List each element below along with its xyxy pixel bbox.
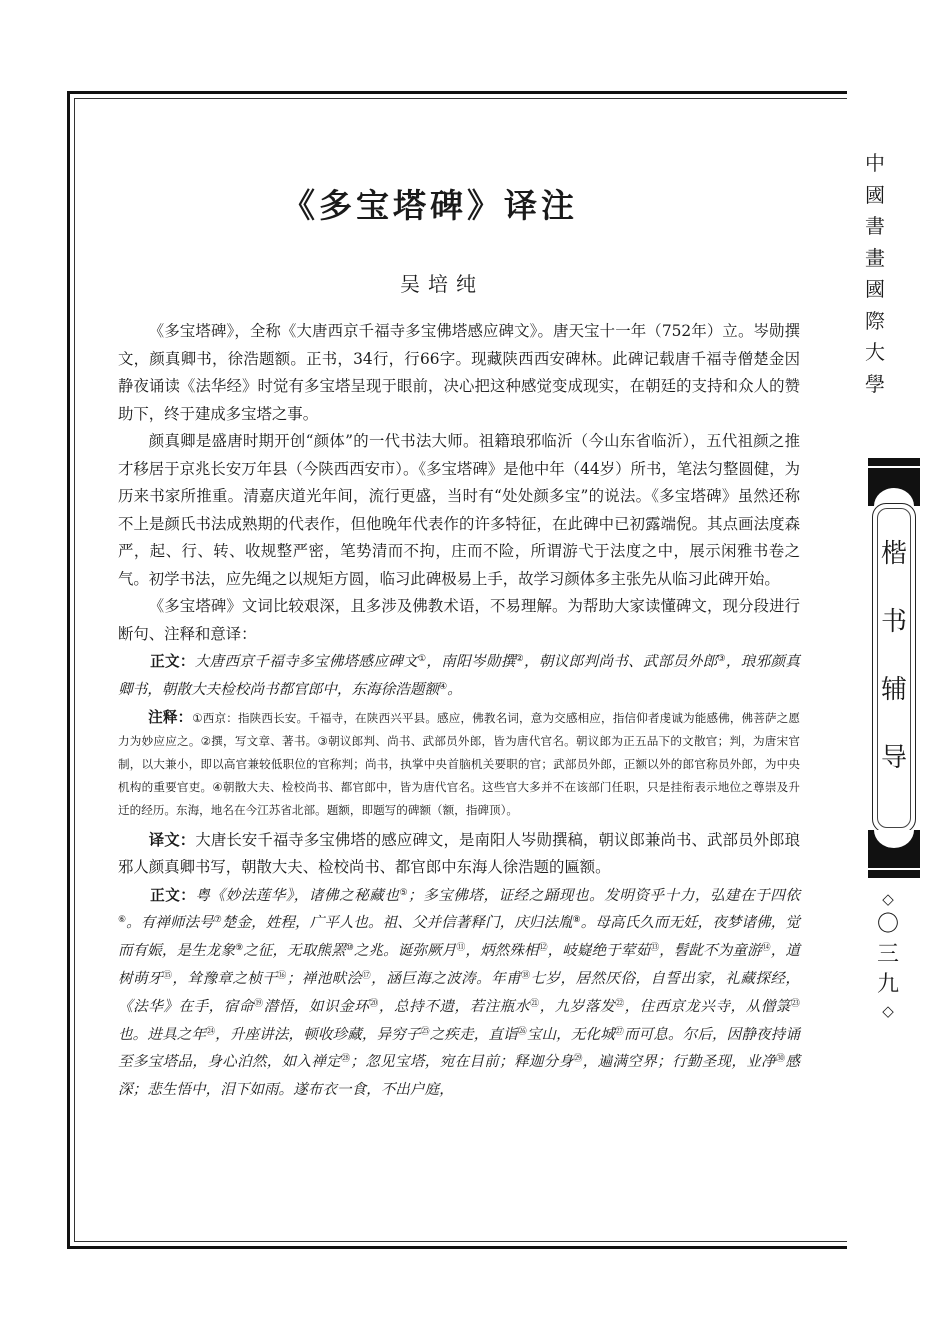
text-segment: 。 <box>447 680 462 698</box>
section-label <box>872 520 916 792</box>
text-segment: ，琅邪颜真卿书，朝散大夫检校尚书都官郎中，东海徐浩题额 <box>118 653 800 698</box>
footnote-marker: ㉗ <box>614 1026 624 1037</box>
section-label-char: 辅 <box>880 675 907 705</box>
footnote-marker: ㉖ <box>517 1026 527 1037</box>
footnote-marker: ⑨ <box>235 943 244 954</box>
text-segment: ；禅池畎浍 <box>286 970 362 987</box>
text-segment: ，朝议郎判尚书、武部员外郎 <box>524 653 718 670</box>
footnote-marker: ㉓ <box>790 998 800 1009</box>
series-title-char: 畫 <box>865 245 885 270</box>
page-number <box>868 888 908 1022</box>
original-text-2 <box>118 882 800 1104</box>
text-segment: 七岁，居然厌俗，自誓出家，礼藏探经，《法华》在手，宿命 <box>118 970 800 1015</box>
footnote-marker: ⑩ <box>345 943 354 954</box>
footnote-marker: ㉑ <box>530 998 540 1009</box>
text-segment: ，涵巨海之波涛。年甫 <box>371 970 522 987</box>
text-segment: 大唐西京千福寺多宝佛塔感应碑文 <box>194 653 418 670</box>
footnote-marker: ④ <box>439 681 448 692</box>
text-segment: ，岐嶷绝于荤茹 <box>547 942 651 960</box>
text-segment: ，住西京龙兴寺，从僧箓 <box>624 997 791 1015</box>
notes-body: ①西京：指陕西长安。千福寺，在陕西兴平县。感应，佛教名词，意为交感相应，指信仰者虔诚为能感佛，佛菩萨之愿力为妙应应之。②撰，写文章、著书。③朝议郎判、尚书、武部员外郎，皆为唐代官名。朝议郎为正五品下的文散官；判，为唐宋官制，以大兼小，即以高官兼较低职位的官称判；尚书，执掌中央首脑机关要职的官；武部员外郎，正额以外的郎官称员外郎，为中央机构的重要官吏。④朝散大夫、检校尚书、都官郎中，皆为唐代官名。这些官大多并不在该部门任职，只是挂衔表示地位之尊崇及升迁的经历。东海，地名在今江苏省北部。题额，即题写的碑额（额，指碑顶）。 <box>118 710 800 818</box>
footnote-marker: ⑬ <box>650 943 660 954</box>
series-title-char: 國 <box>865 182 885 207</box>
article-body <box>118 318 800 1104</box>
text-segment: 潜悟，如识金环 <box>263 997 370 1015</box>
series-title-char: 書 <box>865 214 885 238</box>
footnote-marker: ⑧ <box>572 915 581 926</box>
label-text: 正文： <box>150 886 196 904</box>
page-number-char: 九 <box>876 972 899 997</box>
intro-paragraph: 颜真卿是盛唐时期开创“颜体”的一代书法大师。祖籍琅邪临沂（今山东省临沂），五代祖颜之推才移居于京兆长安万年县（今陕西西安市）。《多宝塔碑》是他中年（44岁）所书，笔法匀整圆健，为历来书家所推重。清嘉庆道光年间，流行更盛，当时有“处处颜多宝”的说法。《多宝塔碑》虽然还称不上是颜氏书法成熟期的代表作，但他晚年代表作的许多特征，在此碑中已初露端倪。其点画法度森严，起、行、转、收规整严密，笔势清而不拘，庄而不险，所谓游弋于法度之中，展示闲雅书卷之气。初学书法，应先绳之以规矩方圆，临习此碑极易上手，故学习颜体多主张先从临习此碑开始。 <box>118 432 800 588</box>
footnote-marker: ③ <box>717 654 726 664</box>
notes-1 <box>118 706 800 823</box>
translation-1 <box>118 827 800 882</box>
text-segment: 粤《妙法莲华》，诸佛之秘藏也 <box>195 886 400 904</box>
text-segment: ，总持不遗，若注瓶水 <box>378 997 531 1015</box>
page-number-char: ◇ <box>882 1002 894 1020</box>
text-segment: 感深；悲生悟中，泪下如雨。遂布衣一食，不出户庭， <box>118 1053 800 1099</box>
text-segment: 楚金，姓程，广平人也。祖、父并信著释门，庆归法胤 <box>221 914 573 932</box>
footnote-marker: ⑥ <box>118 915 127 926</box>
section-label-char: 导 <box>880 743 907 773</box>
label-trans: 译文： <box>148 830 196 849</box>
section-label-char: 书 <box>880 607 907 637</box>
label-notes: 注释： <box>148 708 193 726</box>
footnote-marker: ㉙ <box>573 1054 583 1065</box>
side-band-bottom <box>868 830 920 878</box>
page-number-char: ◇ <box>882 890 894 908</box>
text-segment: 。母高氏久而无妊，夜梦诸佛，觉而有娠，是生龙象 <box>118 914 800 960</box>
footnote-marker: ⑪ <box>456 943 466 954</box>
original-text-1 <box>118 648 800 704</box>
text-segment: 也。进具之年 <box>118 1025 207 1043</box>
footnote-marker: ⑭ <box>761 943 771 954</box>
footnote-marker: ⑰ <box>361 971 372 981</box>
footnote-marker: ㉔ <box>206 1026 216 1037</box>
series-title <box>860 148 890 400</box>
footnote-marker: ⑲ <box>254 998 264 1009</box>
text-segment: ，道树萌牙 <box>118 942 800 987</box>
text-segment: ，炳然殊相 <box>465 942 539 960</box>
footnote-marker: ㉘ <box>341 1054 351 1065</box>
text-segment: ，升座讲法，顿收珍藏，异穷子 <box>215 1025 421 1043</box>
text-segment: ，遍满空界；行勤圣现，业净 <box>582 1053 777 1071</box>
footnote-marker: ㉕ <box>420 1026 430 1037</box>
series-title-char: 國 <box>865 277 885 301</box>
side-band-top <box>868 458 920 506</box>
footnote-marker: ㉚ <box>776 1054 786 1065</box>
text-segment: 之疾走，直诣 <box>429 1025 518 1043</box>
footnote-marker: ① <box>417 654 427 664</box>
author: 吴培纯 <box>400 272 484 296</box>
page-number-char: 〇 <box>876 912 899 937</box>
footnote-marker: ⑤ <box>399 887 409 898</box>
footnote-marker: ⑱ <box>521 971 531 981</box>
intro-paragraph: 《多宝塔碑》，全称《大唐西京千福寺多宝佛塔感应碑文》。唐天宝十一年（752年）立。岑勋撰文，颜真卿书，徐浩题额。正书，34行，行66字。现藏陕西西安碑林。此碑记载唐千福寺僧楚金因静夜诵读《法华经》时觉有多宝塔呈现于眼前，决心把这种感觉变成现实，在朝廷的支持和众人的赞助下，终于建成多宝塔之事。 <box>118 322 800 423</box>
series-title-char: 學 <box>865 371 885 396</box>
label-text: 正文： <box>150 653 195 670</box>
text-segment: ，髫龀不为童游 <box>659 942 762 960</box>
text-segment: 而可息。尔后，因静夜持诵至多宝塔品，身心泊然，如入禅定 <box>118 1025 800 1071</box>
footnote-marker: ⑦ <box>213 915 222 926</box>
text-segment: ；忽见宝塔，宛在目前；释迦分身 <box>350 1053 574 1071</box>
intro-paragraph: 《多宝塔碑》文词比较艰深，且多涉及佛教术语，不易理解。为帮助大家读懂碑文，现分段进行断句、注释和意译： <box>118 597 800 643</box>
series-title-char: 大 <box>865 340 885 364</box>
text-segment: 之兆。诞弥厥月 <box>353 942 457 960</box>
text-segment: ，南阳岑勋撰 <box>426 653 516 670</box>
translation-body: 大唐长安千福寺多宝佛塔的感应碑文，是南阳人岑勋撰稿，朝议郎兼尚书、武部员外郎琅邪人颜真卿书写，朝散大夫、检校尚书、都官郎中东海人徐浩题的匾额。 <box>118 830 800 877</box>
series-title-char: 際 <box>865 308 885 333</box>
series-title-char: 中 <box>865 151 885 175</box>
footnote-marker: ㉒ <box>615 998 625 1009</box>
article-title: 《多宝塔碑》译注 <box>282 186 578 225</box>
text-segment: ；多宝佛塔，证经之踊现也。发明资乎十力，弘建在于四依 <box>408 886 800 904</box>
section-label-char: 楷 <box>880 539 907 569</box>
footnote-marker: ⑫ <box>538 943 548 954</box>
text-segment: 。有禅师法号 <box>126 914 214 932</box>
footnote-marker: ⑮ <box>162 971 173 981</box>
text-segment: 之征，无取熊罴 <box>243 942 346 960</box>
footnote-marker: ⑳ <box>369 998 379 1009</box>
footnote-marker: ⑯ <box>277 971 287 981</box>
text-segment: 宝山，无化城 <box>526 1025 615 1043</box>
footnote-marker: ② <box>515 654 524 664</box>
text-segment: ，九岁落发 <box>539 997 616 1015</box>
text-segment: ，耸豫章之桢干 <box>172 970 278 987</box>
page-number-char: 三 <box>876 942 899 967</box>
